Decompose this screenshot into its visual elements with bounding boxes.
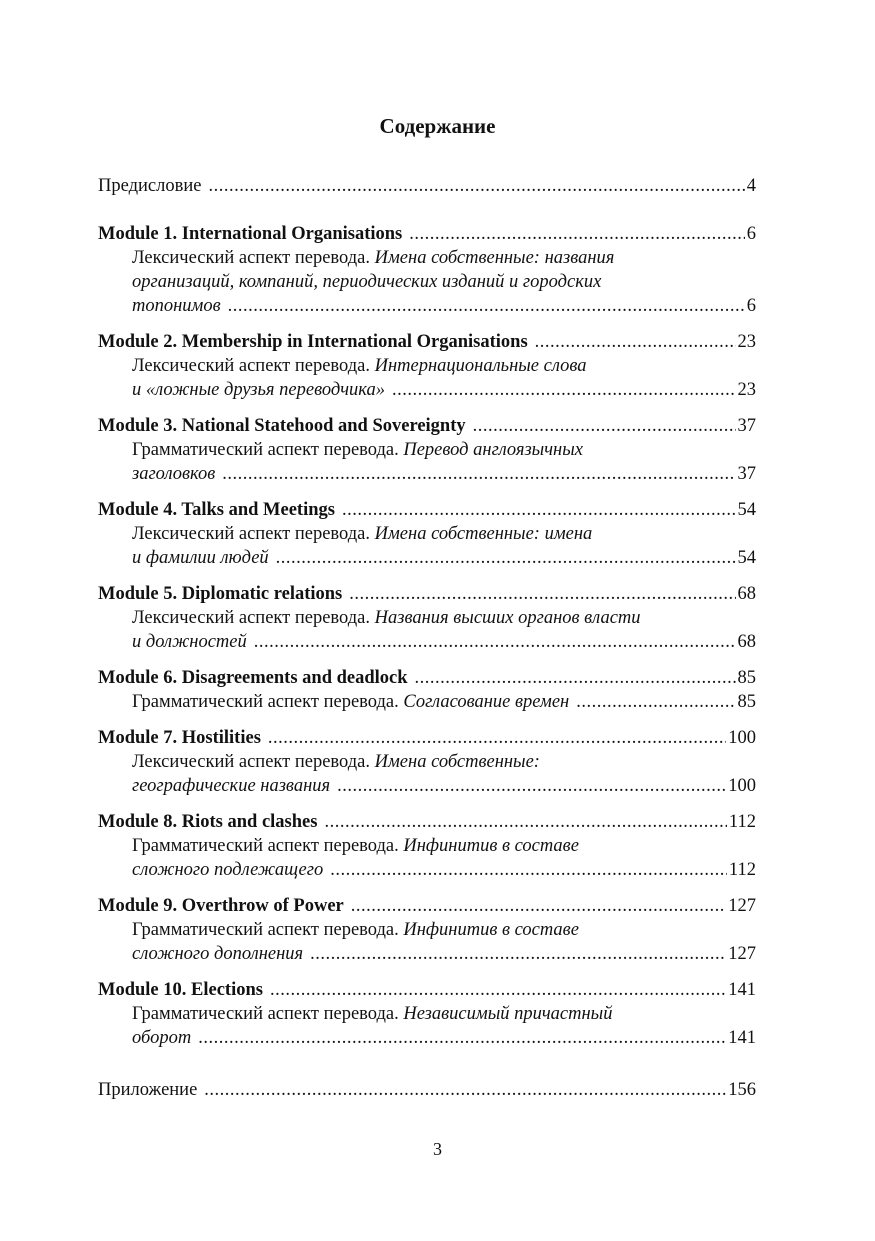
subsection-topic: заголовков (132, 464, 216, 484)
module-heading-line[interactable] (98, 582, 756, 606)
subsection-aspect: Лексический аспект перевода. (132, 356, 371, 376)
subsection-line (98, 834, 756, 858)
subsection-line[interactable] (98, 1026, 756, 1050)
module-heading-line[interactable] (98, 498, 756, 522)
dot-leader (392, 378, 736, 402)
module-entry (98, 498, 756, 570)
module-entry (98, 978, 756, 1050)
subsection-aspect: Лексический аспект перевода. (132, 524, 371, 544)
subsection-line (98, 354, 756, 378)
subsection-topic: Согласование времен (403, 692, 570, 712)
table-of-contents (98, 174, 756, 1102)
dot-leader (351, 894, 726, 918)
module-heading: Module 3. National Statehood and Sovereignty (98, 416, 466, 436)
toc-page-number: 23 (737, 380, 756, 400)
subsection-line[interactable] (98, 942, 756, 966)
module-heading-line[interactable] (98, 414, 756, 438)
toc-page-number: 141 (728, 980, 756, 1000)
subsection-line[interactable] (98, 690, 756, 714)
module-heading: Module 10. Elections (98, 980, 263, 1000)
subsection-line[interactable] (98, 546, 756, 570)
module-entry (98, 726, 756, 798)
subsection-topic: Имена собственные: имена (374, 524, 593, 544)
toc-page-number: 37 (737, 464, 756, 484)
subsection-aspect: Лексический аспект перевода. (132, 248, 371, 268)
subsection-topic: сложного дополнения (132, 944, 304, 964)
subsection-line (98, 246, 756, 270)
module-heading: Module 6. Disagreements and deadlock (98, 668, 408, 688)
dot-leader (342, 498, 736, 522)
dot-leader (254, 630, 736, 654)
toc-page-number: 4 (746, 176, 756, 196)
subsection-line[interactable] (98, 630, 756, 654)
subsection-topic: и фамилии людей (132, 548, 269, 568)
subsection-aspect: Грамматический аспект перевода. (132, 836, 399, 856)
subsection-topic: Имена собственные: названия (374, 248, 615, 268)
subsection-text (132, 750, 540, 774)
subsection-text (132, 354, 587, 378)
subsection-line (98, 918, 756, 942)
dot-leader (473, 414, 736, 438)
toc-entry-appendix[interactable] (98, 1078, 756, 1102)
subsection-topic: Инфинитив в составе (403, 836, 579, 856)
module-heading: Module 1. International Organisations (98, 224, 403, 244)
module-entry (98, 582, 756, 654)
dot-leader (276, 546, 736, 570)
subsection-topic: географические названия (132, 776, 331, 796)
subsection-line[interactable] (98, 774, 756, 798)
subsection-line[interactable] (98, 294, 756, 318)
subsection-topic: Названия высших органов власти (374, 608, 641, 628)
subsection-topic: и должностей (132, 632, 247, 652)
toc-entry-label: Приложение (98, 1080, 198, 1100)
subsection-topic: Независимый причастный (403, 1004, 613, 1024)
module-entry (98, 222, 756, 318)
dot-leader (415, 666, 736, 690)
dot-leader (330, 858, 727, 882)
subsection-aspect: Лексический аспект перевода. (132, 608, 371, 628)
dot-leader (222, 462, 735, 486)
subsection-line (98, 1002, 756, 1026)
toc-page-number: 37 (737, 416, 756, 436)
dot-leader (310, 942, 726, 966)
module-heading-line[interactable] (98, 726, 756, 750)
dot-leader (409, 222, 745, 246)
dot-leader (576, 690, 735, 714)
dot-leader (268, 726, 726, 750)
toc-page-number: 127 (728, 944, 756, 964)
toc-page-number: 23 (737, 332, 756, 352)
subsection-aspect: Грамматический аспект перевода. (132, 1004, 399, 1024)
module-heading: Module 8. Riots and clashes (98, 812, 318, 832)
subsection-aspect: Грамматический аспект перевода. (132, 920, 399, 940)
subsection-text (132, 522, 592, 546)
subsection-line (98, 438, 756, 462)
subsection-topic: топонимов (132, 296, 221, 316)
toc-page-number: 141 (728, 1028, 756, 1048)
module-heading-line[interactable] (98, 666, 756, 690)
subsection-topic: сложного подлежащего (132, 860, 324, 880)
toc-page-number: 156 (728, 1080, 756, 1100)
subsection-topic: Перевод англоязычных (403, 440, 583, 460)
subsection-text (132, 438, 583, 462)
toc-page-number: 85 (737, 668, 756, 688)
toc-page-number: 54 (737, 548, 756, 568)
subsection-text (132, 834, 579, 858)
toc-page-number: 85 (737, 692, 756, 712)
subsection-text (132, 690, 569, 714)
subsection-topic: организаций, компаний, периодических изданий и городских (132, 272, 602, 292)
module-list (98, 222, 756, 1050)
module-heading: Module 4. Talks and Meetings (98, 500, 335, 520)
module-heading-line[interactable] (98, 894, 756, 918)
dot-leader (270, 978, 726, 1002)
module-heading: Module 2. Membership in International Organisations (98, 332, 528, 352)
subsection-aspect: Лексический аспект перевода. (132, 752, 371, 772)
dot-leader (204, 1078, 726, 1102)
toc-page-number: 100 (728, 776, 756, 796)
subsection-text (132, 246, 614, 270)
subsection-text (132, 918, 579, 942)
dot-leader (349, 582, 735, 606)
module-heading: Module 9. Overthrow of Power (98, 896, 344, 916)
dot-leader (228, 294, 745, 318)
subsection-text (132, 1002, 612, 1026)
toc-page-number: 112 (728, 860, 756, 880)
dot-leader (337, 774, 726, 798)
dot-leader (208, 174, 744, 198)
module-entry (98, 414, 756, 486)
toc-entry-preface[interactable] (98, 174, 756, 198)
module-entry (98, 330, 756, 402)
module-heading-line[interactable] (98, 810, 756, 834)
page-title: Содержание (379, 114, 496, 138)
subsection-aspect: Грамматический аспект перевода. (132, 692, 399, 712)
module-heading-line[interactable] (98, 330, 756, 354)
dot-leader (324, 810, 726, 834)
toc-page-number: 100 (728, 728, 756, 748)
module-heading: Module 7. Hostilities (98, 728, 261, 748)
dot-leader (535, 330, 736, 354)
toc-page-number: 127 (728, 896, 756, 916)
toc-page-number: 54 (737, 500, 756, 520)
subsection-line[interactable] (98, 858, 756, 882)
module-heading-line[interactable] (98, 978, 756, 1002)
subsection-topic: и «ложные друзья переводчика» (132, 380, 385, 400)
subsection-line (98, 750, 756, 774)
subsection-line[interactable] (98, 462, 756, 486)
module-entry (98, 666, 756, 714)
subsection-line[interactable] (98, 378, 756, 402)
subsection-line (98, 606, 756, 630)
toc-page-number: 68 (737, 584, 756, 604)
module-entry (98, 810, 756, 882)
subsection-topic: Интернациональные слова (374, 356, 587, 376)
toc-page-number: 68 (737, 632, 756, 652)
subsection-text (132, 606, 641, 630)
subsection-topic: Имена собственные: (374, 752, 540, 772)
toc-entry-label: Предисловие (98, 176, 202, 196)
subsection-line (98, 522, 756, 546)
subsection-topic: Инфинитив в составе (403, 920, 579, 940)
subsection-topic: оборот (132, 1028, 192, 1048)
subsection-aspect: Грамматический аспект перевода. (132, 440, 399, 460)
dot-leader (198, 1026, 726, 1050)
toc-page-number: 6 (746, 296, 756, 316)
toc-page-number: 112 (728, 812, 756, 832)
page-number: 3 (433, 1139, 442, 1159)
module-heading-line[interactable] (98, 222, 756, 246)
module-entry (98, 894, 756, 966)
subsection-line (98, 270, 756, 294)
toc-page-number: 6 (746, 224, 756, 244)
module-heading: Module 5. Diplomatic relations (98, 584, 343, 604)
